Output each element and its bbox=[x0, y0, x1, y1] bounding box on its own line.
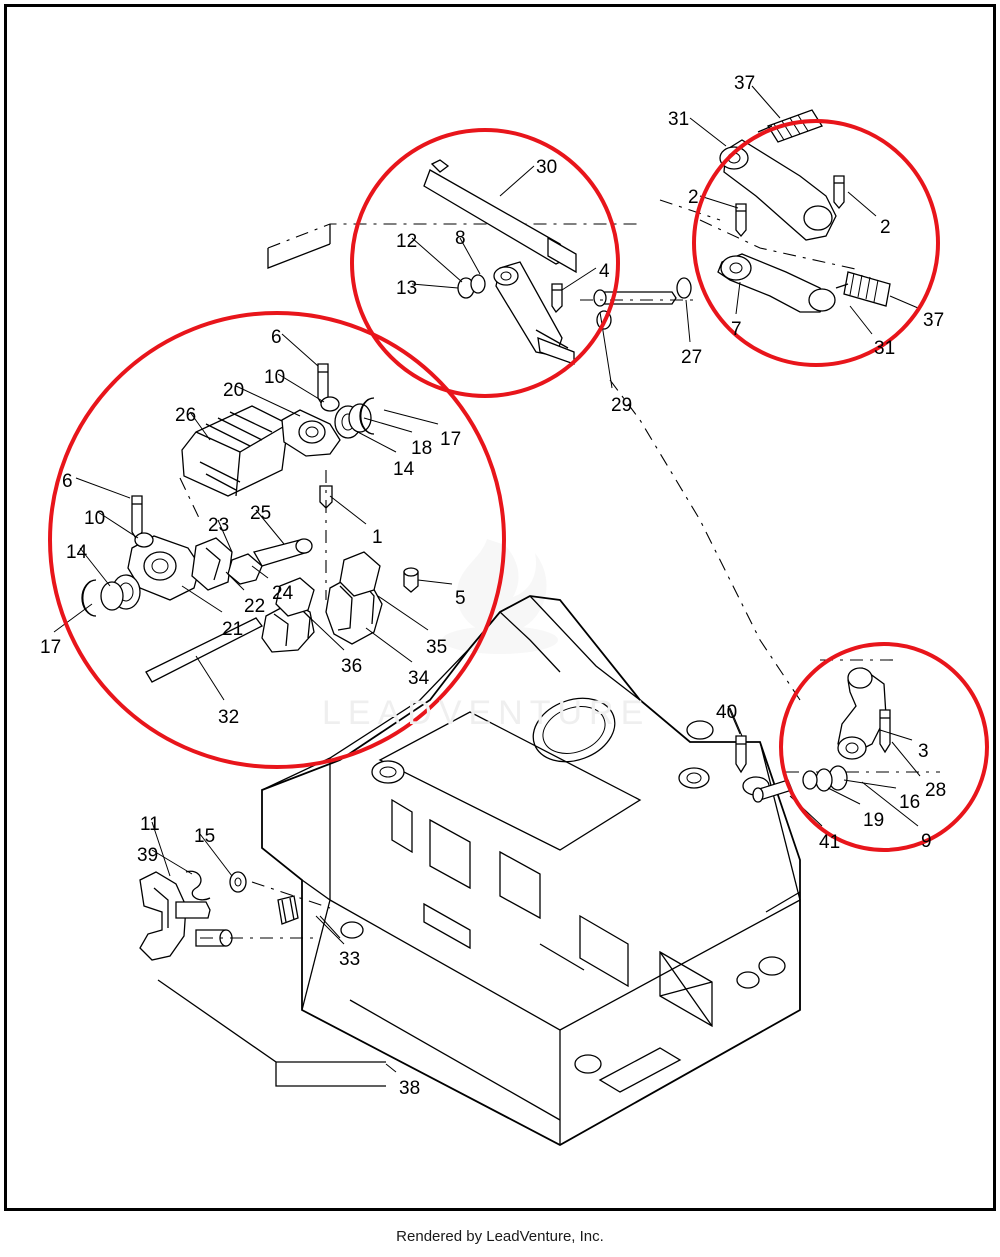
callout-33: 33 bbox=[339, 949, 361, 970]
callout-31-b: 31 bbox=[874, 338, 896, 359]
callout-11: 11 bbox=[140, 814, 160, 835]
callout-4: 4 bbox=[599, 261, 610, 282]
callout-1: 1 bbox=[372, 527, 383, 548]
callout-5: 5 bbox=[455, 588, 466, 609]
watermark-text: LEADVENTURE bbox=[322, 694, 651, 732]
callout-30: 30 bbox=[536, 157, 558, 178]
callout-26: 26 bbox=[175, 405, 197, 426]
callout-24: 24 bbox=[272, 583, 294, 604]
callout-12: 12 bbox=[396, 231, 418, 252]
callout-37-b: 37 bbox=[923, 310, 945, 331]
callout-35: 35 bbox=[426, 637, 448, 658]
callout-10: 10 bbox=[264, 367, 286, 388]
callout-16: 16 bbox=[899, 792, 921, 813]
callout-39: 39 bbox=[137, 845, 159, 866]
callout-14-b: 14 bbox=[66, 542, 88, 563]
callout-28: 28 bbox=[925, 780, 947, 801]
callout-13: 13 bbox=[396, 278, 418, 299]
callout-37: 37 bbox=[734, 73, 756, 94]
callout-3: 3 bbox=[918, 741, 929, 762]
callout-6-b: 6 bbox=[62, 471, 73, 492]
callout-22: 22 bbox=[244, 596, 266, 617]
callout-41: 41 bbox=[819, 832, 841, 853]
footer-credit: Rendered by LeadVenture, Inc. bbox=[396, 1228, 604, 1245]
callout-7: 7 bbox=[731, 319, 742, 340]
callout-17-b: 17 bbox=[40, 637, 62, 658]
callout-9: 9 bbox=[921, 831, 932, 852]
callout-20: 20 bbox=[223, 380, 245, 401]
callout-18: 18 bbox=[411, 438, 433, 459]
callout-31: 31 bbox=[668, 109, 690, 130]
callout-21: 21 bbox=[222, 619, 244, 640]
callout-2-b: 2 bbox=[880, 217, 891, 238]
callout-27: 27 bbox=[681, 347, 703, 368]
callout-36: 36 bbox=[341, 656, 363, 677]
callout-32: 32 bbox=[218, 707, 240, 728]
callout-29: 29 bbox=[611, 395, 633, 416]
callout-14: 14 bbox=[393, 459, 415, 480]
callout-17: 17 bbox=[440, 429, 462, 450]
callout-23: 23 bbox=[208, 515, 230, 536]
callout-25: 25 bbox=[250, 503, 272, 524]
callout-8: 8 bbox=[455, 228, 466, 249]
callout-34: 34 bbox=[408, 668, 430, 689]
callout-40: 40 bbox=[716, 702, 738, 723]
callout-10-b: 10 bbox=[84, 508, 106, 529]
callout-38: 38 bbox=[399, 1078, 421, 1099]
callout-6: 6 bbox=[271, 327, 282, 348]
callout-2: 2 bbox=[688, 187, 699, 208]
callout-19: 19 bbox=[863, 810, 885, 831]
callout-15: 15 bbox=[194, 826, 216, 847]
